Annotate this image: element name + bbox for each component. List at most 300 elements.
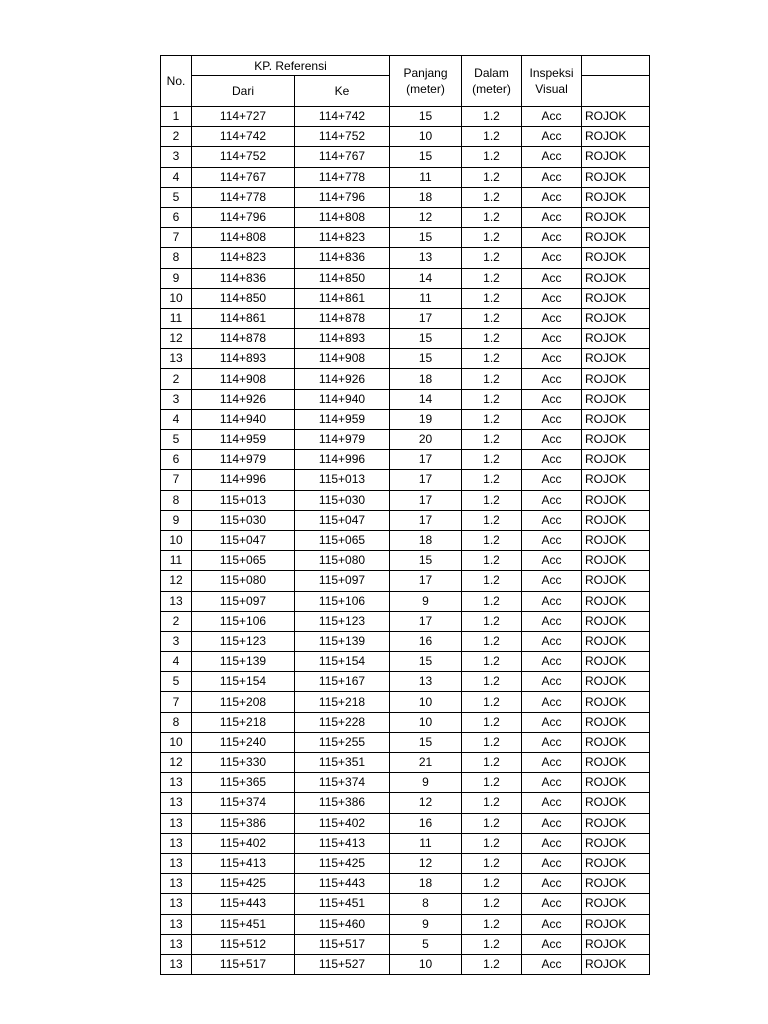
cell-dari: 115+208: [192, 692, 295, 712]
cell-no: 13: [161, 793, 192, 813]
cell-dari: 115+413: [192, 853, 295, 873]
cell-dari: 115+240: [192, 732, 295, 752]
cell-no: 6: [161, 450, 192, 470]
cell-ke: 115+218: [295, 692, 390, 712]
cell-status: ROJOK: [582, 127, 650, 147]
cell-no: 13: [161, 874, 192, 894]
cell-dalam: 1.2: [462, 389, 522, 409]
table-row: [161, 147, 650, 167]
cell-inspeksi: Acc: [522, 369, 582, 389]
cell-status: ROJOK: [582, 167, 650, 187]
cell-status: ROJOK: [582, 187, 650, 207]
cell-dari: 115+154: [192, 672, 295, 692]
cell-no: 2: [161, 611, 192, 631]
header-inspeksi-line1: Inspeksi: [529, 66, 574, 80]
cell-dari: 115+365: [192, 773, 295, 793]
cell-dalam: 1.2: [462, 591, 522, 611]
cell-dari: 115+065: [192, 551, 295, 571]
header-extra-bottom: [582, 76, 650, 107]
cell-panjang: 18: [390, 369, 462, 389]
cell-dalam: 1.2: [462, 773, 522, 793]
cell-inspeksi: Acc: [522, 914, 582, 934]
cell-status: ROJOK: [582, 874, 650, 894]
cell-inspeksi: Acc: [522, 833, 582, 853]
inspection-table: [160, 55, 650, 975]
cell-status: ROJOK: [582, 954, 650, 974]
cell-inspeksi: Acc: [522, 934, 582, 954]
cell-panjang: 17: [390, 470, 462, 490]
cell-status: ROJOK: [582, 692, 650, 712]
table-row: [161, 551, 650, 571]
cell-dalam: 1.2: [462, 430, 522, 450]
cell-dari: 115+139: [192, 652, 295, 672]
cell-status: ROJOK: [582, 329, 650, 349]
table-row: [161, 490, 650, 510]
cell-dalam: 1.2: [462, 308, 522, 328]
cell-inspeksi: Acc: [522, 813, 582, 833]
cell-panjang: 13: [390, 672, 462, 692]
cell-dalam: 1.2: [462, 490, 522, 510]
cell-inspeksi: Acc: [522, 530, 582, 550]
cell-ke: 114+908: [295, 349, 390, 369]
cell-no: 13: [161, 954, 192, 974]
header-inspeksi-line2: Visual: [535, 82, 568, 96]
cell-no: 5: [161, 187, 192, 207]
cell-no: 12: [161, 329, 192, 349]
cell-dalam: 1.2: [462, 450, 522, 470]
cell-ke: 115+527: [295, 954, 390, 974]
cell-status: ROJOK: [582, 551, 650, 571]
table-row: [161, 894, 650, 914]
cell-dalam: 1.2: [462, 954, 522, 974]
cell-dari: 114+979: [192, 450, 295, 470]
cell-ke: 114+893: [295, 329, 390, 349]
cell-dalam: 1.2: [462, 207, 522, 227]
cell-panjang: 17: [390, 510, 462, 530]
cell-dalam: 1.2: [462, 571, 522, 591]
cell-status: ROJOK: [582, 349, 650, 369]
cell-dalam: 1.2: [462, 672, 522, 692]
table-row: [161, 308, 650, 328]
cell-inspeksi: Acc: [522, 329, 582, 349]
cell-panjang: 11: [390, 288, 462, 308]
cell-inspeksi: Acc: [522, 874, 582, 894]
cell-ke: 115+374: [295, 773, 390, 793]
table-row: [161, 107, 650, 127]
cell-dalam: 1.2: [462, 127, 522, 147]
header-dalam-line2: (meter): [472, 82, 511, 96]
cell-inspeksi: Acc: [522, 288, 582, 308]
cell-inspeksi: Acc: [522, 853, 582, 873]
cell-dalam: 1.2: [462, 409, 522, 429]
cell-no: 4: [161, 652, 192, 672]
table-row: [161, 510, 650, 530]
cell-no: 10: [161, 530, 192, 550]
cell-dari: 114+836: [192, 268, 295, 288]
cell-dalam: 1.2: [462, 813, 522, 833]
cell-panjang: 16: [390, 631, 462, 651]
cell-status: ROJOK: [582, 732, 650, 752]
cell-dari: 115+030: [192, 510, 295, 530]
cell-dalam: 1.2: [462, 631, 522, 651]
cell-ke: 115+065: [295, 530, 390, 550]
cell-dalam: 1.2: [462, 853, 522, 873]
table-row: [161, 934, 650, 954]
cell-status: ROJOK: [582, 248, 650, 268]
cell-no: 9: [161, 510, 192, 530]
cell-ke: 114+959: [295, 409, 390, 429]
cell-ke: 115+228: [295, 712, 390, 732]
cell-panjang: 13: [390, 248, 462, 268]
cell-dari: 114+926: [192, 389, 295, 409]
cell-no: 8: [161, 712, 192, 732]
cell-panjang: 12: [390, 853, 462, 873]
cell-panjang: 15: [390, 732, 462, 752]
cell-panjang: 10: [390, 712, 462, 732]
cell-ke: 115+013: [295, 470, 390, 490]
cell-dari: 115+402: [192, 833, 295, 853]
cell-inspeksi: Acc: [522, 187, 582, 207]
cell-no: 13: [161, 773, 192, 793]
cell-dari: 114+861: [192, 308, 295, 328]
cell-panjang: 9: [390, 773, 462, 793]
cell-dalam: 1.2: [462, 288, 522, 308]
table-row: [161, 753, 650, 773]
cell-dalam: 1.2: [462, 107, 522, 127]
cell-status: ROJOK: [582, 369, 650, 389]
table-row: [161, 833, 650, 853]
table-row: [161, 611, 650, 631]
table-row: [161, 874, 650, 894]
cell-ke: 114+878: [295, 308, 390, 328]
cell-ke: 115+047: [295, 510, 390, 530]
cell-dalam: 1.2: [462, 369, 522, 389]
cell-status: ROJOK: [582, 430, 650, 450]
cell-inspeksi: Acc: [522, 470, 582, 490]
cell-status: ROJOK: [582, 813, 650, 833]
table-row: [161, 248, 650, 268]
cell-panjang: 17: [390, 490, 462, 510]
cell-inspeksi: Acc: [522, 551, 582, 571]
cell-panjang: 8: [390, 894, 462, 914]
cell-dari: 115+123: [192, 631, 295, 651]
cell-inspeksi: Acc: [522, 349, 582, 369]
table-row: [161, 692, 650, 712]
cell-no: 7: [161, 692, 192, 712]
cell-dalam: 1.2: [462, 349, 522, 369]
cell-no: 1: [161, 107, 192, 127]
cell-ke: 115+413: [295, 833, 390, 853]
table-row: [161, 652, 650, 672]
cell-inspeksi: Acc: [522, 167, 582, 187]
cell-inspeksi: Acc: [522, 430, 582, 450]
cell-inspeksi: Acc: [522, 793, 582, 813]
cell-ke: 115+517: [295, 934, 390, 954]
cell-status: ROJOK: [582, 712, 650, 732]
cell-dalam: 1.2: [462, 894, 522, 914]
header-extra-top: [582, 56, 650, 76]
cell-inspeksi: Acc: [522, 571, 582, 591]
cell-no: 13: [161, 813, 192, 833]
cell-dari: 114+767: [192, 167, 295, 187]
cell-ke: 115+460: [295, 914, 390, 934]
cell-inspeksi: Acc: [522, 672, 582, 692]
cell-dalam: 1.2: [462, 329, 522, 349]
cell-panjang: 12: [390, 793, 462, 813]
cell-inspeksi: Acc: [522, 753, 582, 773]
cell-status: ROJOK: [582, 672, 650, 692]
cell-dari: 115+425: [192, 874, 295, 894]
cell-dari: 115+451: [192, 914, 295, 934]
table-row: [161, 329, 650, 349]
cell-dalam: 1.2: [462, 167, 522, 187]
cell-ke: 115+386: [295, 793, 390, 813]
cell-dalam: 1.2: [462, 147, 522, 167]
cell-panjang: 5: [390, 934, 462, 954]
table-row: [161, 470, 650, 490]
cell-status: ROJOK: [582, 591, 650, 611]
cell-status: ROJOK: [582, 631, 650, 651]
cell-no: 7: [161, 470, 192, 490]
cell-dari: 115+047: [192, 530, 295, 550]
cell-status: ROJOK: [582, 611, 650, 631]
cell-status: ROJOK: [582, 773, 650, 793]
cell-dari: 114+940: [192, 409, 295, 429]
cell-no: 13: [161, 349, 192, 369]
cell-inspeksi: Acc: [522, 409, 582, 429]
cell-status: ROJOK: [582, 793, 650, 813]
cell-panjang: 15: [390, 147, 462, 167]
cell-status: ROJOK: [582, 571, 650, 591]
cell-dari: 115+106: [192, 611, 295, 631]
cell-panjang: 18: [390, 874, 462, 894]
cell-panjang: 19: [390, 409, 462, 429]
table-row: [161, 853, 650, 873]
table-row: [161, 591, 650, 611]
cell-ke: 114+823: [295, 228, 390, 248]
table-row: [161, 450, 650, 470]
cell-no: 3: [161, 631, 192, 651]
cell-status: ROJOK: [582, 833, 650, 853]
cell-panjang: 15: [390, 107, 462, 127]
cell-panjang: 15: [390, 228, 462, 248]
cell-dari: 114+796: [192, 207, 295, 227]
cell-ke: 115+443: [295, 874, 390, 894]
table-row: [161, 349, 650, 369]
cell-ke: 114+752: [295, 127, 390, 147]
cell-inspeksi: Acc: [522, 207, 582, 227]
cell-status: ROJOK: [582, 308, 650, 328]
table-row: [161, 712, 650, 732]
cell-status: ROJOK: [582, 894, 650, 914]
cell-status: ROJOK: [582, 853, 650, 873]
cell-inspeksi: Acc: [522, 732, 582, 752]
cell-ke: 114+796: [295, 187, 390, 207]
cell-dalam: 1.2: [462, 551, 522, 571]
cell-dari: 115+097: [192, 591, 295, 611]
cell-panjang: 15: [390, 329, 462, 349]
header-dalam: [462, 56, 522, 107]
cell-inspeksi: Acc: [522, 692, 582, 712]
cell-dalam: 1.2: [462, 753, 522, 773]
cell-dari: 115+013: [192, 490, 295, 510]
cell-no: 8: [161, 490, 192, 510]
cell-panjang: 18: [390, 187, 462, 207]
cell-no: 13: [161, 833, 192, 853]
cell-inspeksi: Acc: [522, 450, 582, 470]
cell-panjang: 12: [390, 207, 462, 227]
cell-ke: 115+154: [295, 652, 390, 672]
cell-dari: 114+742: [192, 127, 295, 147]
cell-no: 10: [161, 288, 192, 308]
cell-dari: 115+374: [192, 793, 295, 813]
cell-panjang: 10: [390, 127, 462, 147]
cell-no: 12: [161, 571, 192, 591]
cell-no: 5: [161, 430, 192, 450]
cell-ke: 115+097: [295, 571, 390, 591]
cell-dari: 115+517: [192, 954, 295, 974]
cell-dari: 114+893: [192, 349, 295, 369]
cell-dari: 114+959: [192, 430, 295, 450]
cell-panjang: 15: [390, 349, 462, 369]
table-row: [161, 914, 650, 934]
header-ke: Ke: [295, 76, 390, 107]
cell-dalam: 1.2: [462, 510, 522, 530]
cell-status: ROJOK: [582, 934, 650, 954]
cell-status: ROJOK: [582, 268, 650, 288]
cell-dari: 115+218: [192, 712, 295, 732]
cell-dalam: 1.2: [462, 914, 522, 934]
cell-inspeksi: Acc: [522, 712, 582, 732]
cell-ke: 114+850: [295, 268, 390, 288]
cell-status: ROJOK: [582, 914, 650, 934]
table-row: [161, 369, 650, 389]
cell-panjang: 14: [390, 389, 462, 409]
cell-ke: 114+996: [295, 450, 390, 470]
cell-ke: 115+030: [295, 490, 390, 510]
cell-ke: 114+836: [295, 248, 390, 268]
cell-dari: 115+080: [192, 571, 295, 591]
header-kp-referensi: KP. Referensi: [192, 56, 390, 76]
header-no: No.: [161, 56, 192, 107]
cell-status: ROJOK: [582, 147, 650, 167]
header-dari: Dari: [192, 76, 295, 107]
cell-dari: 115+386: [192, 813, 295, 833]
header-dalam-line1: Dalam: [474, 66, 509, 80]
cell-status: ROJOK: [582, 470, 650, 490]
cell-ke: 115+106: [295, 591, 390, 611]
cell-ke: 115+255: [295, 732, 390, 752]
table-row: [161, 127, 650, 147]
table-row: [161, 631, 650, 651]
cell-panjang: 9: [390, 914, 462, 934]
header-inspeksi: [522, 56, 582, 107]
cell-ke: 114+778: [295, 167, 390, 187]
cell-no: 12: [161, 753, 192, 773]
cell-dari: 115+330: [192, 753, 295, 773]
cell-ke: 115+123: [295, 611, 390, 631]
cell-no: 10: [161, 732, 192, 752]
cell-ke: 115+402: [295, 813, 390, 833]
cell-dari: 114+878: [192, 329, 295, 349]
table-row: [161, 793, 650, 813]
cell-dari: 114+996: [192, 470, 295, 490]
cell-panjang: 15: [390, 652, 462, 672]
cell-dari: 114+727: [192, 107, 295, 127]
cell-status: ROJOK: [582, 510, 650, 530]
cell-no: 8: [161, 248, 192, 268]
cell-ke: 115+167: [295, 672, 390, 692]
cell-panjang: 11: [390, 833, 462, 853]
cell-dalam: 1.2: [462, 652, 522, 672]
cell-ke: 115+451: [295, 894, 390, 914]
cell-inspeksi: Acc: [522, 894, 582, 914]
table-row: [161, 430, 650, 450]
cell-inspeksi: Acc: [522, 652, 582, 672]
cell-panjang: 21: [390, 753, 462, 773]
cell-no: 2: [161, 369, 192, 389]
table-row: [161, 187, 650, 207]
cell-status: ROJOK: [582, 288, 650, 308]
cell-no: 13: [161, 853, 192, 873]
cell-no: 13: [161, 914, 192, 934]
cell-no: 13: [161, 591, 192, 611]
cell-inspeksi: Acc: [522, 308, 582, 328]
cell-status: ROJOK: [582, 228, 650, 248]
cell-ke: 114+979: [295, 430, 390, 450]
cell-no: 4: [161, 409, 192, 429]
cell-status: ROJOK: [582, 753, 650, 773]
cell-inspeksi: Acc: [522, 510, 582, 530]
table-row: [161, 672, 650, 692]
cell-ke: 114+940: [295, 389, 390, 409]
table-row: [161, 530, 650, 550]
cell-dalam: 1.2: [462, 268, 522, 288]
cell-dalam: 1.2: [462, 470, 522, 490]
cell-ke: 115+080: [295, 551, 390, 571]
cell-no: 5: [161, 672, 192, 692]
cell-no: 13: [161, 894, 192, 914]
cell-status: ROJOK: [582, 490, 650, 510]
cell-panjang: 15: [390, 551, 462, 571]
cell-inspeksi: Acc: [522, 228, 582, 248]
cell-dalam: 1.2: [462, 874, 522, 894]
table-row: [161, 167, 650, 187]
cell-dalam: 1.2: [462, 530, 522, 550]
cell-dalam: 1.2: [462, 692, 522, 712]
cell-panjang: 17: [390, 450, 462, 470]
cell-status: ROJOK: [582, 530, 650, 550]
cell-inspeksi: Acc: [522, 248, 582, 268]
table-row: [161, 813, 650, 833]
cell-panjang: 20: [390, 430, 462, 450]
cell-panjang: 10: [390, 692, 462, 712]
cell-status: ROJOK: [582, 207, 650, 227]
cell-no: 7: [161, 228, 192, 248]
cell-dalam: 1.2: [462, 732, 522, 752]
cell-inspeksi: Acc: [522, 490, 582, 510]
table-row: [161, 207, 650, 227]
cell-dari: 115+512: [192, 934, 295, 954]
table-row: [161, 389, 650, 409]
header-panjang-line1: Panjang: [403, 66, 448, 80]
cell-no: 2: [161, 127, 192, 147]
cell-status: ROJOK: [582, 409, 650, 429]
cell-dalam: 1.2: [462, 228, 522, 248]
table-row: [161, 571, 650, 591]
cell-status: ROJOK: [582, 389, 650, 409]
header-row-1: [161, 56, 650, 76]
